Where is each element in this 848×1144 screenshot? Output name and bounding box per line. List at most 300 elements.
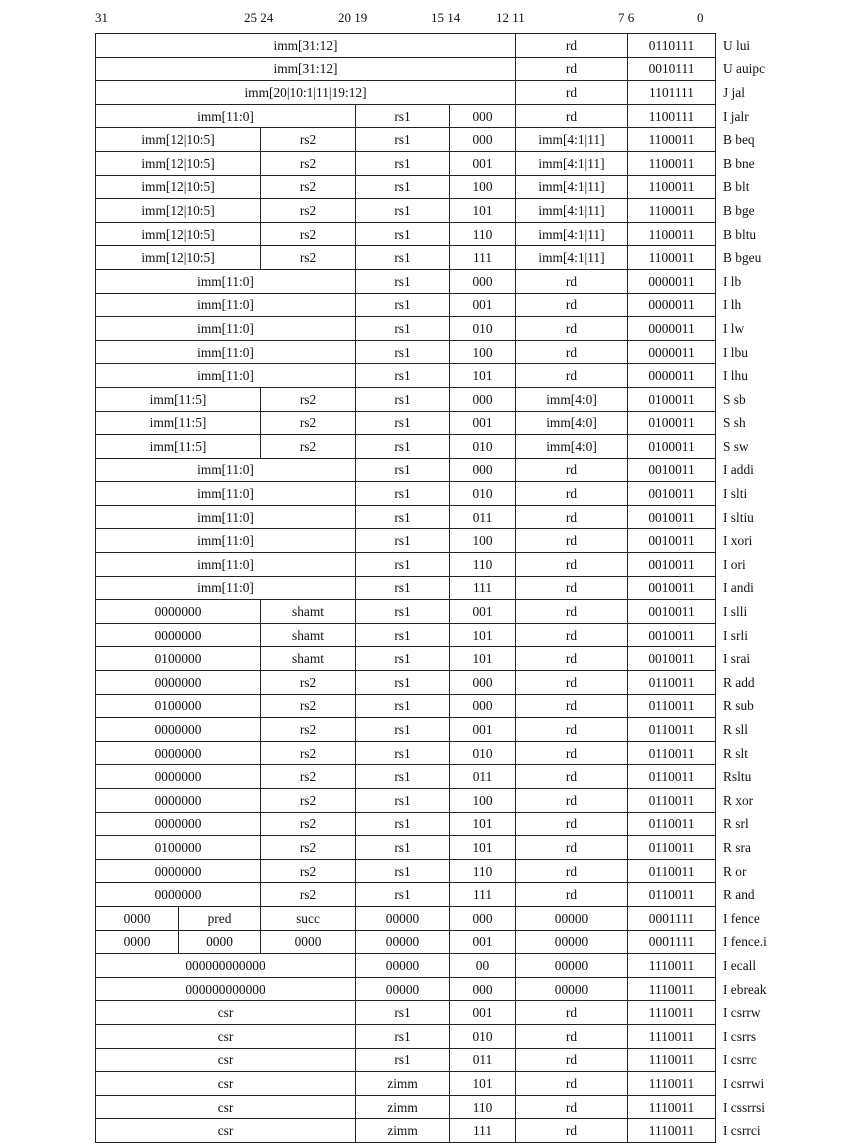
field-cell: rs2 [261, 199, 356, 223]
field-cell: imm[12|10:5] [96, 175, 261, 199]
field-cell: rs2 [261, 741, 356, 765]
field-cell: 0000000 [96, 789, 261, 813]
field-cell: 0110011 [628, 765, 716, 789]
instruction-row [96, 883, 836, 907]
instruction-row [96, 694, 836, 718]
instruction-name: S sb [723, 391, 746, 407]
field-cell: imm[11:0] [96, 104, 356, 128]
bit-position-header [0, 10, 848, 28]
field-cell: rd [516, 553, 628, 577]
field-cell: rs2 [261, 222, 356, 246]
field-cell: csr [96, 1048, 356, 1072]
field-cell: rd [516, 1048, 628, 1072]
field-cell: 00000 [356, 954, 450, 978]
field-cell: 1110011 [628, 954, 716, 978]
field-cell: rs1 [356, 317, 450, 341]
field-cell: 0110111 [628, 34, 716, 58]
instruction-row [96, 435, 836, 459]
field-cell: 101 [450, 199, 516, 223]
instruction-row [96, 1119, 836, 1143]
field-cell: rs1 [356, 553, 450, 577]
instruction-name: I fence [723, 910, 760, 926]
field-cell: rs2 [261, 387, 356, 411]
field-cell: rs2 [261, 883, 356, 907]
field-cell: rd [516, 482, 628, 506]
bit-label: 7 6 [618, 10, 635, 25]
field-cell: 101 [450, 1072, 516, 1096]
field-cell: 0010011 [628, 647, 716, 671]
field-cell: 0000000 [96, 859, 261, 883]
instruction-name: B bltu [723, 226, 757, 242]
field-cell: 0000 [96, 930, 179, 954]
instruction-name: I srai [723, 651, 751, 667]
instruction-name: B bgeu [723, 250, 762, 266]
field-cell: 0000000 [96, 623, 261, 647]
field-cell: 0100000 [96, 647, 261, 671]
field-cell: imm[11:5] [96, 387, 261, 411]
instruction-name: Rsltu [723, 769, 752, 785]
field-cell: 000 [450, 458, 516, 482]
field-cell: 100 [450, 789, 516, 813]
field-cell: imm[11:5] [96, 411, 261, 435]
instruction-row [96, 364, 836, 388]
field-cell: 000 [450, 977, 516, 1001]
field-cell: 000 [450, 269, 516, 293]
instruction-row [96, 246, 836, 270]
instruction-name: I lhu [723, 368, 748, 384]
field-cell: rd [516, 647, 628, 671]
field-cell: 0000011 [628, 269, 716, 293]
field-cell: 111 [450, 883, 516, 907]
field-cell: 011 [450, 1048, 516, 1072]
field-cell: rs1 [356, 269, 450, 293]
field-cell: imm[4:1|11] [516, 175, 628, 199]
field-cell: rs2 [261, 789, 356, 813]
field-cell: zimm [356, 1072, 450, 1096]
field-cell: imm[12|10:5] [96, 246, 261, 270]
field-cell: rs1 [356, 222, 450, 246]
instruction-name: I lb [723, 273, 742, 289]
field-cell: imm[11:0] [96, 364, 356, 388]
field-cell: rs2 [261, 836, 356, 860]
field-cell: imm[4:0] [516, 435, 628, 459]
instruction-row [96, 387, 836, 411]
field-cell: rs1 [356, 246, 450, 270]
field-cell: rs1 [356, 836, 450, 860]
field-cell: 1110011 [628, 1024, 716, 1048]
field-cell: 00000 [356, 906, 450, 930]
instruction-name: I slti [723, 486, 748, 502]
field-cell: imm[4:1|11] [516, 246, 628, 270]
field-cell: rs1 [356, 199, 450, 223]
field-cell: rs1 [356, 482, 450, 506]
field-cell: 110 [450, 1095, 516, 1119]
field-cell: 101 [450, 812, 516, 836]
field-cell: rs1 [356, 1048, 450, 1072]
instruction-row [96, 671, 836, 695]
field-cell: zimm [356, 1095, 450, 1119]
instruction-name: J jal [723, 84, 745, 100]
field-cell: 0110011 [628, 859, 716, 883]
field-cell: 001 [450, 411, 516, 435]
field-cell: rs2 [261, 671, 356, 695]
field-cell: 011 [450, 765, 516, 789]
instruction-name: I sltiu [723, 509, 754, 525]
field-cell: 0000000 [96, 812, 261, 836]
field-cell: 000000000000 [96, 977, 356, 1001]
field-cell: 0000 [261, 930, 356, 954]
field-cell: 0110011 [628, 741, 716, 765]
field-cell: rs2 [261, 435, 356, 459]
field-cell: rd [516, 1095, 628, 1119]
field-cell: 0010011 [628, 623, 716, 647]
bit-label: 25 24 [244, 10, 274, 25]
instruction-row [96, 576, 836, 600]
instruction-row [96, 34, 836, 58]
instruction-name: I ebreak [723, 981, 767, 997]
field-cell: 1100011 [628, 151, 716, 175]
field-cell: 0010011 [628, 482, 716, 506]
instruction-row [96, 1024, 836, 1048]
field-cell: shamt [261, 623, 356, 647]
field-cell: imm[11:0] [96, 529, 356, 553]
instruction-row [96, 57, 836, 81]
field-cell: 1110011 [628, 1072, 716, 1096]
field-cell: 1110011 [628, 977, 716, 1001]
field-cell: 0000011 [628, 340, 716, 364]
field-cell: rd [516, 789, 628, 813]
field-cell: 000000000000 [96, 954, 356, 978]
field-cell: rs2 [261, 411, 356, 435]
field-cell: 100 [450, 340, 516, 364]
field-cell: 1100011 [628, 199, 716, 223]
field-cell: 000 [450, 104, 516, 128]
field-cell: rs1 [356, 435, 450, 459]
field-cell: rs1 [356, 765, 450, 789]
field-cell: 001 [450, 293, 516, 317]
field-cell: imm[11:0] [96, 482, 356, 506]
field-cell: rs2 [261, 765, 356, 789]
field-cell: rd [516, 836, 628, 860]
field-cell: rd [516, 694, 628, 718]
field-cell: rs1 [356, 364, 450, 388]
instruction-name: B beq [723, 132, 755, 148]
field-cell: 001 [450, 151, 516, 175]
instruction-name: R xor [723, 792, 754, 808]
instruction-row [96, 930, 836, 954]
instruction-row [96, 859, 836, 883]
instruction-row [96, 529, 836, 553]
field-cell: rd [516, 623, 628, 647]
instruction-row [96, 765, 836, 789]
field-cell: rd [516, 671, 628, 695]
instruction-row [96, 553, 836, 577]
field-cell: 0110011 [628, 883, 716, 907]
field-cell: 110 [450, 222, 516, 246]
field-cell: rs1 [356, 576, 450, 600]
instruction-name: I csrrc [723, 1052, 757, 1068]
field-cell: 0000000 [96, 600, 261, 624]
field-cell: 110 [450, 859, 516, 883]
bit-label: 12 11 [496, 10, 525, 25]
instruction-name: S sw [723, 438, 749, 454]
field-cell: rs2 [261, 151, 356, 175]
instruction-row [96, 1048, 836, 1072]
instruction-row [96, 977, 836, 1001]
field-cell: csr [96, 1001, 356, 1025]
bit-label: 31 [95, 10, 108, 25]
instruction-row [96, 317, 836, 341]
instruction-name: R or [723, 863, 747, 879]
field-cell: rd [516, 104, 628, 128]
field-cell: 111 [450, 576, 516, 600]
instruction-name: I jalr [723, 108, 749, 124]
field-cell: 001 [450, 600, 516, 624]
field-cell: 0100011 [628, 411, 716, 435]
instruction-name: I cssrrsi [723, 1099, 766, 1115]
field-cell: rd [516, 576, 628, 600]
field-cell: rs2 [261, 859, 356, 883]
field-cell: rd [516, 765, 628, 789]
field-cell: rs1 [356, 387, 450, 411]
field-cell: rs1 [356, 151, 450, 175]
field-cell: imm[11:0] [96, 553, 356, 577]
field-cell: 101 [450, 623, 516, 647]
field-cell: 000 [450, 128, 516, 152]
field-cell: 0010111 [628, 57, 716, 81]
field-cell: 1110011 [628, 1095, 716, 1119]
field-cell: rs1 [356, 694, 450, 718]
field-cell: 100 [450, 175, 516, 199]
bit-label: 0 [697, 10, 704, 25]
instruction-row [96, 647, 836, 671]
field-cell: 0000011 [628, 317, 716, 341]
field-cell: 0100000 [96, 694, 261, 718]
instruction-name: I lbu [723, 344, 748, 360]
field-cell: 0000000 [96, 765, 261, 789]
field-cell: csr [96, 1095, 356, 1119]
field-cell: 00000 [356, 977, 450, 1001]
field-cell: 0001111 [628, 906, 716, 930]
field-cell: imm[4:1|11] [516, 151, 628, 175]
instruction-row [96, 411, 836, 435]
field-cell: imm[11:0] [96, 269, 356, 293]
instruction-name: I ori [723, 556, 746, 572]
instruction-row [96, 741, 836, 765]
field-cell: 111 [450, 1119, 516, 1143]
field-cell: 0110011 [628, 812, 716, 836]
instruction-name: U auipc [723, 61, 766, 77]
field-cell: 111 [450, 246, 516, 270]
field-cell: rs1 [356, 1024, 450, 1048]
field-cell: rd [516, 34, 628, 58]
field-cell: 0110011 [628, 671, 716, 695]
instruction-row [96, 482, 836, 506]
field-cell: imm[31:12] [96, 34, 516, 58]
instruction-row [96, 623, 836, 647]
field-cell: 0000000 [96, 883, 261, 907]
field-cell: 0110011 [628, 718, 716, 742]
field-cell: 1100011 [628, 222, 716, 246]
instruction-name: B bge [723, 202, 755, 218]
field-cell: rs1 [356, 600, 450, 624]
field-cell: 0010011 [628, 458, 716, 482]
instruction-name: U lui [723, 37, 751, 53]
field-cell: 0000 [96, 906, 179, 930]
field-cell: 0110011 [628, 789, 716, 813]
field-cell: 001 [450, 718, 516, 742]
field-cell: rd [516, 458, 628, 482]
instruction-row [96, 1072, 836, 1096]
instruction-row [96, 81, 836, 105]
field-cell: rd [516, 340, 628, 364]
instruction-name: I csrrw [723, 1005, 761, 1021]
field-cell: imm[4:1|11] [516, 199, 628, 223]
instruction-row [96, 812, 836, 836]
field-cell: imm[11:0] [96, 317, 356, 341]
field-cell: imm[4:1|11] [516, 128, 628, 152]
instruction-name: R add [723, 674, 755, 690]
field-cell: pred [179, 906, 261, 930]
instruction-name: I lw [723, 320, 745, 336]
field-cell: 0110011 [628, 836, 716, 860]
field-cell: 0010011 [628, 553, 716, 577]
field-cell: rs2 [261, 718, 356, 742]
field-cell: rs1 [356, 789, 450, 813]
field-cell: imm[20|10:1|11|19:12] [96, 81, 516, 105]
instruction-name: I addi [723, 462, 754, 478]
field-cell: 0010011 [628, 576, 716, 600]
instruction-name: R and [723, 887, 755, 903]
instruction-name: I xori [723, 533, 753, 549]
field-cell: 0100011 [628, 435, 716, 459]
field-cell: 0001111 [628, 930, 716, 954]
instruction-name: B bne [723, 155, 755, 171]
instruction-row [96, 340, 836, 364]
field-cell: 100 [450, 529, 516, 553]
field-cell: rs1 [356, 671, 450, 695]
field-cell: imm[4:0] [516, 411, 628, 435]
field-cell: rs1 [356, 175, 450, 199]
instruction-name: I csrrwi [723, 1075, 765, 1091]
instruction-row [96, 1001, 836, 1025]
field-cell: rs2 [261, 128, 356, 152]
field-cell: shamt [261, 647, 356, 671]
field-cell: rd [516, 741, 628, 765]
field-cell: 0100011 [628, 387, 716, 411]
field-cell: 000 [450, 906, 516, 930]
instruction-name: R srl [723, 816, 749, 832]
instruction-name: I srli [723, 627, 748, 643]
instruction-row [96, 199, 836, 223]
field-cell: rd [516, 859, 628, 883]
instruction-name: I csrrci [723, 1123, 761, 1139]
field-cell: rd [516, 57, 628, 81]
field-cell: 00000 [516, 954, 628, 978]
field-cell: rs2 [261, 694, 356, 718]
field-cell: 010 [450, 317, 516, 341]
instruction-row [96, 505, 836, 529]
instruction-row [96, 906, 836, 930]
field-cell: csr [96, 1119, 356, 1143]
instruction-row [96, 222, 836, 246]
instruction-row [96, 789, 836, 813]
field-cell: 0000000 [96, 741, 261, 765]
field-cell: 00000 [516, 906, 628, 930]
field-cell: 0010011 [628, 529, 716, 553]
field-cell: rd [516, 1024, 628, 1048]
field-cell: rd [516, 1072, 628, 1096]
field-cell: imm[11:0] [96, 505, 356, 529]
field-cell: rd [516, 600, 628, 624]
field-cell: rs1 [356, 883, 450, 907]
field-cell: 0100000 [96, 836, 261, 860]
field-cell: 0000000 [96, 671, 261, 695]
instruction-name: R sll [723, 722, 748, 738]
field-cell: rd [516, 718, 628, 742]
field-cell: rs1 [356, 505, 450, 529]
instruction-name: R sra [723, 839, 751, 855]
field-cell: 000 [450, 387, 516, 411]
field-cell: imm[11:0] [96, 576, 356, 600]
field-cell: 0000 [179, 930, 261, 954]
field-cell: 1100111 [628, 104, 716, 128]
field-cell: imm[11:0] [96, 340, 356, 364]
field-cell: csr [96, 1024, 356, 1048]
field-cell: 0110011 [628, 694, 716, 718]
field-cell: imm[4:1|11] [516, 222, 628, 246]
instruction-row [96, 104, 836, 128]
instruction-row [96, 1095, 836, 1119]
instruction-name: S sh [723, 415, 746, 431]
field-cell: imm[12|10:5] [96, 128, 261, 152]
instruction-name: I andi [723, 580, 754, 596]
field-cell: rs2 [261, 246, 356, 270]
field-cell: 110 [450, 553, 516, 577]
field-cell: rs2 [261, 175, 356, 199]
field-cell: rs1 [356, 529, 450, 553]
field-cell: imm[11:0] [96, 293, 356, 317]
field-cell: rd [516, 505, 628, 529]
field-cell: shamt [261, 600, 356, 624]
instruction-row [96, 151, 836, 175]
field-cell: rd [516, 269, 628, 293]
field-cell: imm[11:0] [96, 458, 356, 482]
field-cell: 101 [450, 364, 516, 388]
instruction-name: I slli [723, 604, 748, 620]
field-cell: rd [516, 883, 628, 907]
field-cell: rd [516, 317, 628, 341]
field-cell: 1110011 [628, 1001, 716, 1025]
field-cell: rs1 [356, 859, 450, 883]
field-cell: 1100011 [628, 246, 716, 270]
field-cell: imm[12|10:5] [96, 151, 261, 175]
instruction-name: I lh [723, 297, 742, 313]
field-cell: 010 [450, 1024, 516, 1048]
field-cell: rd [516, 1119, 628, 1143]
field-cell: 101 [450, 647, 516, 671]
instruction-name: B blt [723, 179, 750, 195]
instruction-row [96, 293, 836, 317]
instruction-row [96, 128, 836, 152]
field-cell: rd [516, 529, 628, 553]
instruction-name: I csrrs [723, 1028, 757, 1044]
instruction-row [96, 269, 836, 293]
bit-label: 20 19 [338, 10, 368, 25]
field-cell: csr [96, 1072, 356, 1096]
instruction-encoding-table [95, 33, 836, 1143]
field-cell: rd [516, 1001, 628, 1025]
